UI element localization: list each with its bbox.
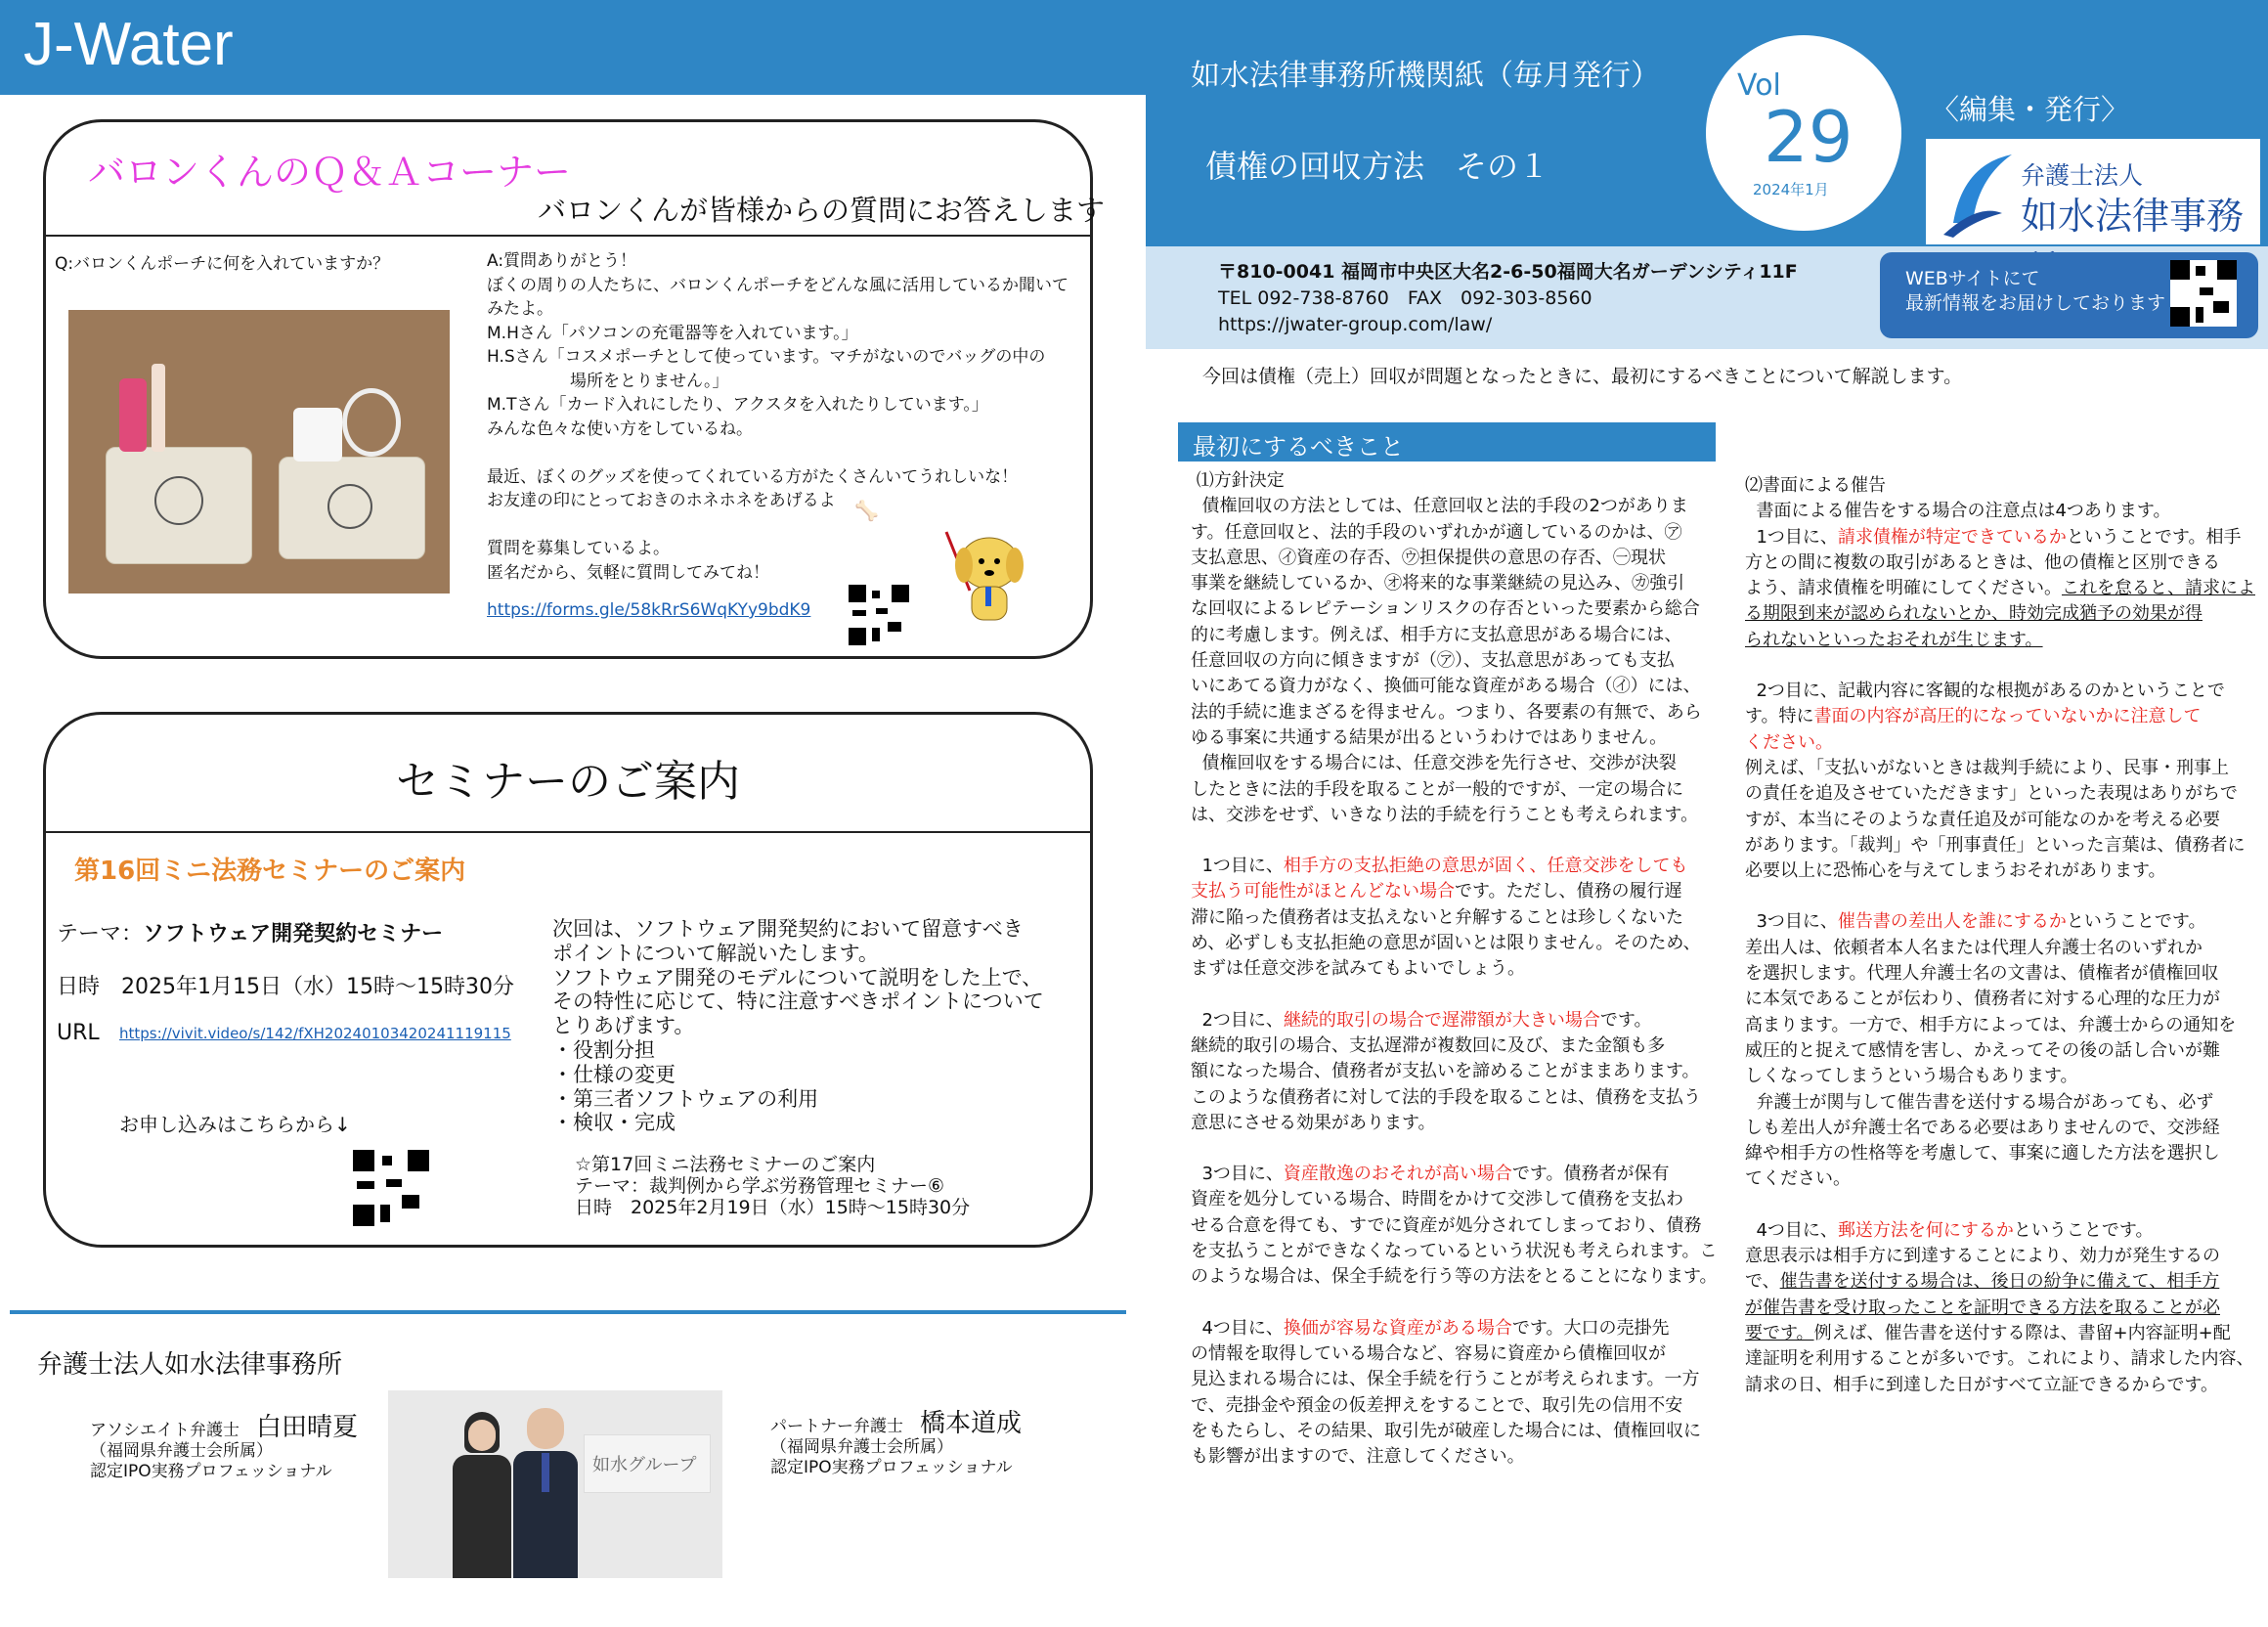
intro-text: 今回は債権（売上）回収が問題となったときに、最初にするべきことについて解説します。 (1202, 366, 1963, 387)
brand-title: J-Water (23, 11, 234, 78)
lawyer-hashimoto: パートナー弁護士 橋本道成 （福岡県弁護士会所属） 認定IPO実務プロフェッショナル (770, 1409, 1023, 1477)
seminar-description-line: ・役割分担 (552, 1037, 655, 1062)
qa-answer-line: お友達の印にとっておきのホネホネをあげるよ (487, 491, 836, 510)
seminar-description (552, 917, 1080, 1135)
subhead-2: ⑵書面による催告 (1745, 475, 1886, 496)
contact-info: 〒810-0041 福岡市中央区大名2-6-50福岡大名ガーデンシティ11F TEL 092-738-8760 FAX 092-303-8560 https://jwater-group.com/law/ (1218, 261, 1798, 335)
qa-subtitle: バロンくんが皆様からの質問にお答えします (538, 194, 1106, 227)
qa-answer-line: みんな色々な使い方をしているね。 (487, 418, 753, 439)
qa-answer-line (487, 441, 1083, 465)
seminar-url-label: URL (57, 1021, 100, 1045)
firm-name: 弁護士法人如水法律事務所 (37, 1350, 343, 1380)
qa-answer-line: A:質問ありがとう！ (487, 251, 637, 271)
seminar-description-line: とりあげます。 (552, 1014, 695, 1038)
seminar-description-line: ・第三者ソフトウェアの利用 (552, 1086, 819, 1111)
qa-answer-line: H.Sさん「コスメポーチとして使っています。マチがないのでバッグの中の (487, 347, 1046, 367)
volume-number: 29 (1764, 96, 1854, 178)
section-title: 最初にするべきこと (1193, 433, 1404, 461)
qa-answer-line: 質問を募集しているよ。 (487, 539, 670, 558)
baron-mascot (940, 522, 1034, 628)
newsletter-title: 如水法律事務所機関紙（毎月発行） (1191, 59, 1660, 93)
volume-label: Vol (1737, 68, 1781, 103)
seminar-description-line: ポイントについて解説いたします。 (552, 941, 879, 965)
web-qr-code[interactable] (2170, 260, 2237, 327)
next-seminar-line: ☆第17回ミニ法務セミナーのご案内 (575, 1154, 876, 1175)
qa-answer-line: M.Hさん「パソコンの充電器等を入れています。」 (487, 323, 858, 343)
seminar-description-line: 次回は、ソフトウェア開発契約において留意すべき (552, 917, 1024, 941)
group-sign: 如水グループ (584, 1434, 711, 1493)
seminar-title: セミナーのご案内 (396, 757, 740, 807)
bone-icon: 🦴 (854, 499, 879, 522)
qa-answer-line: 最近、ぼくのグッズを使ってくれている方がたくさんいてうれしいな！ (487, 466, 1019, 487)
lawyer-shirota: アソシエイト弁護士 白田晴夏 （福岡県弁護士会所属） 認定IPO実務プロフェッショナル (90, 1413, 359, 1481)
qa-qr-code[interactable] (849, 585, 909, 645)
next-seminar-line: 日時 2025年2月19日（水）15時～15時30分 (575, 1197, 971, 1218)
seminar-description-line: その特性に応じて、特に注意すべきポイントについて (552, 989, 1044, 1014)
qa-answer-line: 場所をとりません。」 (487, 371, 729, 391)
seminar-url-link[interactable]: https://vivit.video/s/142/fXH20240103420241119115 (119, 1025, 511, 1042)
qa-answer-line: みたよ。 (487, 299, 553, 319)
seminar-theme: テーマ：ソフトウェア開発契約セミナー (57, 922, 444, 946)
next-seminar (575, 1154, 970, 1218)
seminar-heading: 第16回ミニ法務セミナーのご案内 (74, 857, 466, 886)
footer-divider (10, 1310, 1126, 1314)
seminar-description-line: ・検収・完成 (552, 1111, 676, 1135)
issue-title: 債権の回収方法 その１ (1205, 148, 1550, 185)
qa-answer-line: 匿名だから、気軽に質問してみてね！ (487, 562, 769, 583)
qa-question: Q:バロンくんポーチに何を入れていますか？ (55, 254, 390, 274)
seminar-description-line: ・仕様の変更 (552, 1062, 676, 1086)
qa-divider (43, 235, 1093, 237)
lawyers-photo (388, 1390, 722, 1578)
volume-date: 2024年1月 (1753, 181, 1829, 198)
web-info-text: WEBサイトにて 最新情報をお届けしております (1905, 268, 2166, 314)
logo-firm-name: 如水法律事務 (2021, 195, 2245, 238)
seminar-description-line: ソフトウェア開発のモデルについて説明をした上で、 (552, 965, 1043, 989)
next-seminar-line: テーマ：裁判例から学ぶ労務管理セミナー⑥ (575, 1175, 945, 1197)
qa-title: バロンくんのＱ＆Ａコーナー (88, 151, 572, 194)
article-column-1: ⑴方針決定 債権回収の方法としては、任意回収と法的手段の2つがありま す。任意回収と、法的手段のいずれかが適しているのかは、㋐ 支払意思、㋑資産の存否、㋒担保提供の意思の存否、㊀現状 事業を継続しているか、㋔将来的な事業継続の見込み、㋕強引 な回収によるレピテーションリスクの存否といった要素から総合 的に考慮します。例えば、相手方に支払意思がある場合には、 任意回収の方向に傾きますが（㋐）、支払意思があっても支払 いにあてる資力がなく、換価可能な資産がある場合（㋑）には、 法的手続に進まざるを得ません。つまり、各要素の有無で、あら ゆる事案に共通する結果が出るというわけではありません。 債権回収をする場合には、任意交渉を先行させ、交渉が決裂 したときに法的手段を取ることが一般的ですが、一定の場合に は、交渉をせず、いきなり法的手続を行うことも考えられます。 1つ目に、相手方の支払拒絶の意思が固く、任意交渉をしても 支払う可能性がほとんどない場合です。ただし、債務の履行遅 滞に陥った債務者は支払えないと弁解することは珍しくないた め、必ずしも支払拒絶の意思が固いとは限りません。そのため、 まずは任意交渉を試みてもよいでしょう。 2つ目に、継続的取引の場合で遅滞額が大きい場合です。 継続的取引の場合、支払遅滞が複数回に及び、また金額も多 額になった場合、債務者が支払いを諦めることがままあります。 このような債務者に対して法的手段を取ることは、債務を支払う 意思にさせる効果があります。 3つ目に、資産散逸のおそれが高い場合です。債務者が保有 資産を処分している場合、時間をかけて交渉して債務を支払わ せる合意を得ても、すでに資産が処分されてしまっており、債務 を支払うことができなくなっているという状況も考えられます。こ のような場合は、保全手続を行う等の方法をとることになります。 4つ目に、換価が容易な資産がある場合です。大口の売掛先 の情報を取得している場合など、容易に資産から債権回収が 見込まれる場合には、保全手続を行うことが考えられます。一方 で、売掛金や預金の仮差押えをすることで、取引先の信用不安 をもたらし、その結果、取引先が破産した場合には、債権回収に も影響が出ますので、注意してください。 (1191, 470, 1718, 1468)
article-column-2: ⑵書面による催告 書面による催告をする場合の注意点は4つあります。 1つ目に、請求債権が特定できているかということです。相手 方との間に複数の取引があるときは、他の債権と区別できる よう、請求債権を明確にしてください。これを怠ると、請求によ る期限到来が認められないとか、時効完成猶予の効果が得 られないといったおそれが生じます。 2つ目に、記載内容に客観的な根拠があるのかということで す。特に書面の内容が高圧的になっていないかに注意して ください。 例えば、「支払いがないときは裁判手続により、民事・刑事上 の責任を追及させていただきます」といった表現はありがちで すが、本当にそのような責任追及が可能なのかを考える必要 があります。「裁判」や「刑事責任」といった言葉は、債務者に 必要以上に恐怖心を与えてしまうおそれがあります。 3つ目に、催告書の差出人を誰にするかということです。 差出人は、依頼者本人名または代理人弁護士名のいずれか を選択します。代理人弁護士名の文書は、債権者が債権回収 に本気であることが伝わり、債務者に対する心理的な圧力が 高まります。一方で、相手方によっては、弁護士からの通知を 威圧的と捉えて感情を害し、かえってその後の話し合いが難 しくなってしまうという場合もあります。 弁護士が関与して催告書を送付する場合があっても、必ず しも差出人が弁護士名である必要はありませんので、交渉経 緯や相手方の性格等を考慮して、事案に適した方法を選択し てください。 4つ目に、郵送方法を何にするかということです。 意思表示は相手方に到達することにより、効力が発生するの で、催告書を送付する場合は、後日の紛争に備えて、相手方 が催告書を受け取ったことを証明できる方法を取ることが必 要です。例えば、催告書を送付する際は、書留+内容証明+配 達証明を利用することが多いです。これにより、請求した内容、 請求の日、相手に到達した日がすべて立証できるからです。 (1745, 473, 2263, 1398)
seminar-apply: お申し込みはこちらから↓ (119, 1113, 351, 1136)
logo-small-text: 弁護士法人 (2021, 161, 2144, 190)
qa-answer-line: ぼくの周りの人たちに、バロンくんポーチをどんな風に活用しているか聞いて (487, 275, 1069, 295)
subhead-1: ⑴方針決定 (1191, 470, 1285, 491)
seminar-date: 日時 2025年1月15日（水）15時～15時30分 (57, 975, 514, 999)
pouch-photo (68, 310, 450, 594)
seminar-divider (43, 831, 1093, 833)
qa-form-link[interactable]: https://forms.gle/58kRrS6WqKYy9bdK9 (487, 600, 811, 620)
qa-answer-line: M.Tさん「カード入れにしたり、アクスタを入れたりしています。」 (487, 395, 988, 415)
seminar-qr-code[interactable] (353, 1150, 429, 1226)
publisher-label: 〈編集・発行〉 (1931, 93, 2130, 126)
